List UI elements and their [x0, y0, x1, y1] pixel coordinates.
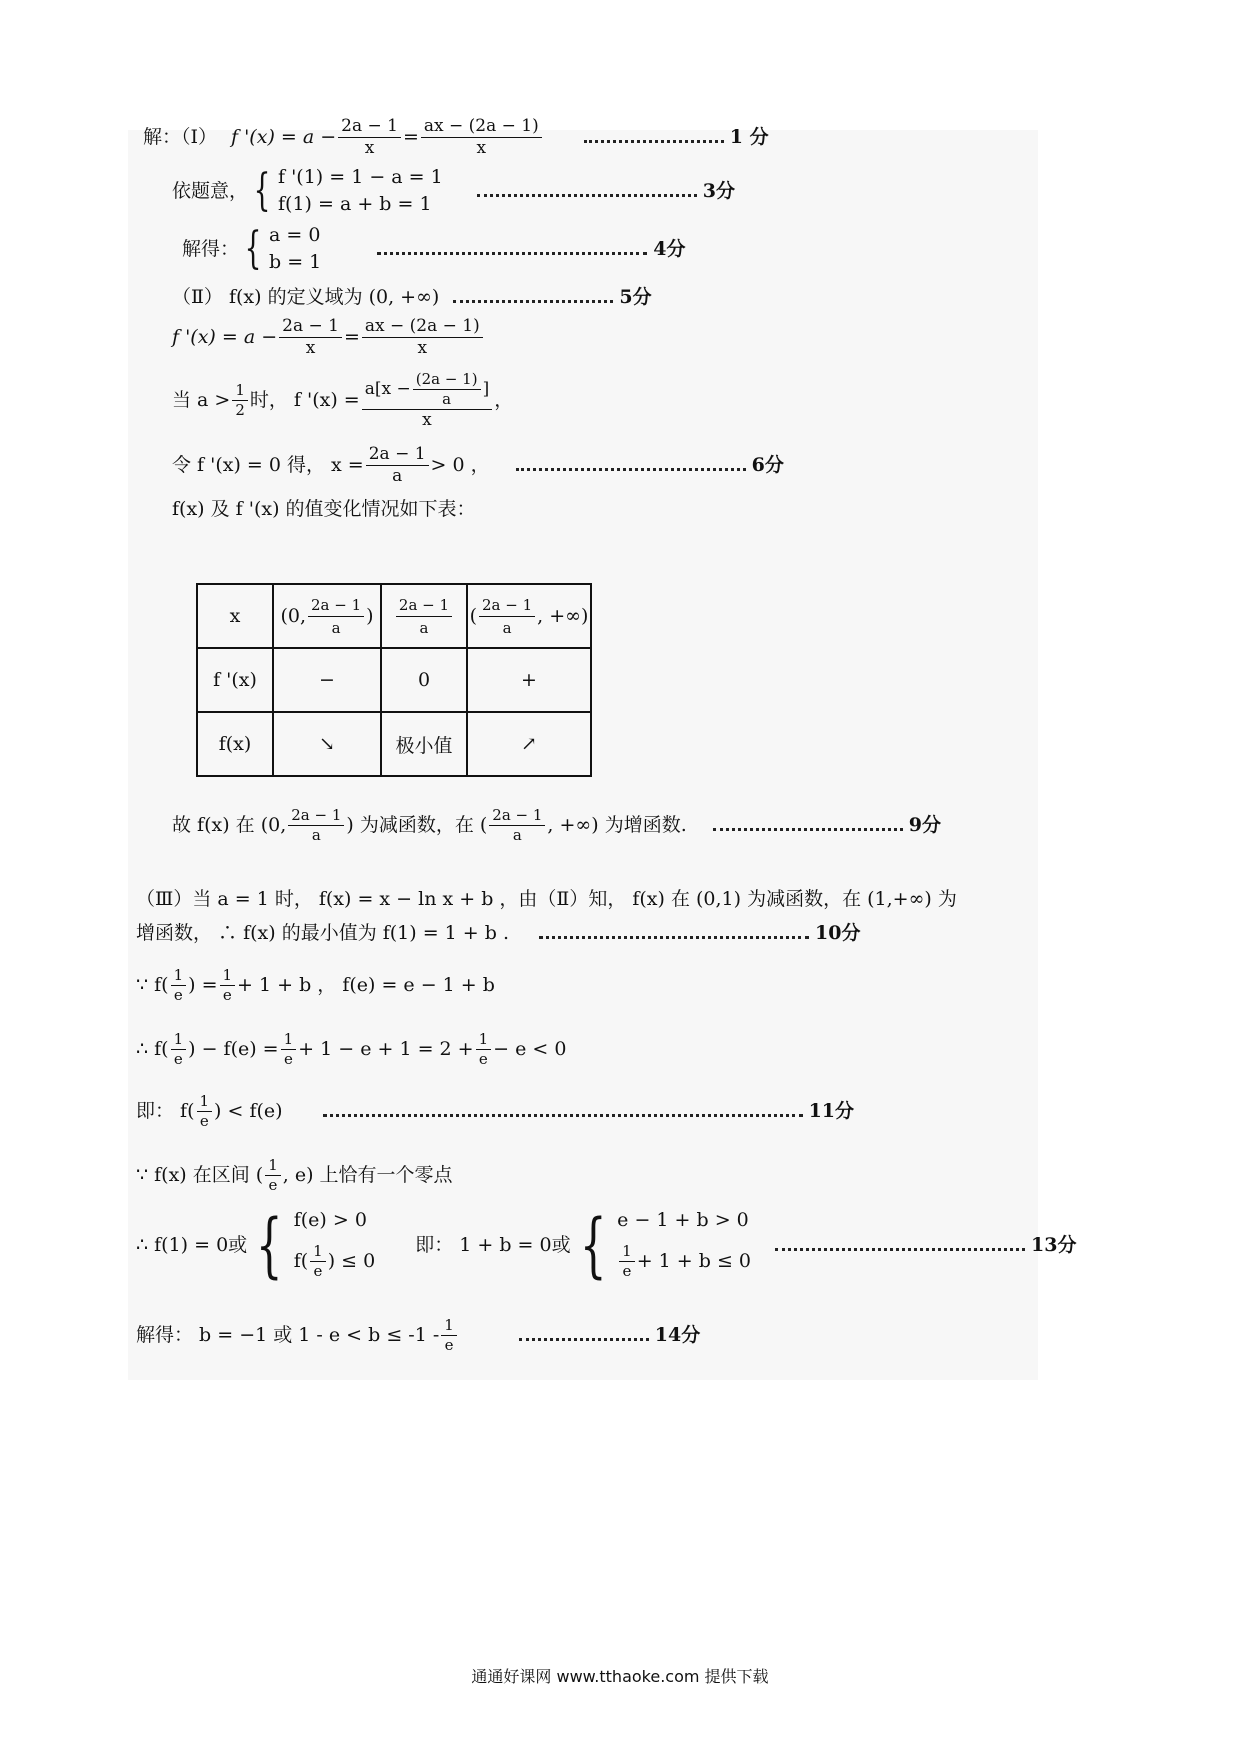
score-13: 13分: [1031, 1233, 1077, 1256]
leader-dots: [584, 140, 724, 143]
solution-a: a = 0: [269, 224, 321, 246]
table-cell: (0, $\frac{2a - 1}{a}$ ): [273, 584, 381, 648]
left-brace: {: [253, 165, 271, 216]
part2-derivative-line: f '(x) = a − $\frac{2a - 1}{x}$ = $\frac{ax - (2a - 1)}{x}$: [172, 318, 485, 357]
fraction-one-over-e: $\frac{1}{e}$: [441, 1318, 457, 1353]
variation-table: [196, 583, 592, 777]
condition-eq-2: f(1) = a + b = 1: [278, 193, 432, 215]
part1-condition-line: [172, 165, 735, 216]
condition-eq-1: f '(1) = 1 − a = 1: [278, 166, 443, 188]
solve-label: 解得：: [182, 237, 240, 260]
leader-dots: [323, 1114, 803, 1117]
leader-dots: [775, 1248, 1025, 1251]
when-text: 当 a >: [172, 389, 231, 411]
table-row: [197, 648, 591, 712]
zero-tail: > 0 ，: [430, 454, 490, 476]
when-text-2: 时， f '(x) =: [249, 389, 360, 411]
fraction: $\frac{2a - 1}{a}$: [288, 808, 344, 843]
table-cell: ( $\frac{2a - 1}{a}$ , +∞): [467, 584, 591, 648]
leader-dots: [377, 252, 647, 255]
part3-final-line: 解得： b = −1 或 1 - e < b ≤ -1 - $\frac{1}{e}$ 14分: [136, 1316, 701, 1354]
part1-intro: 解：（Ⅰ）: [143, 126, 218, 148]
score-10: 10分: [815, 922, 861, 944]
table-cell: 极小值: [381, 712, 467, 776]
score-4: 4分: [653, 237, 686, 260]
domain-text: （Ⅱ） f(x) 的定义域为 (0, +∞): [172, 286, 440, 308]
zero-text: 令 f '(x) = 0 得， x =: [172, 454, 364, 476]
score-5: 5分: [619, 286, 652, 308]
part2-zero-line: [172, 446, 784, 485]
condition-label: 依题意，: [172, 179, 249, 202]
fraction-one-over-e: $\frac{1}{e}$: [171, 968, 187, 1003]
left-brace: {: [579, 1204, 607, 1286]
part3-therefore-line: ∴ f( $\frac{1}{e}$ ) − f(e) = $\frac{1}{e}$ + 1 − e + 1 = 2 + $\frac{1}{e}$ − e < 0: [136, 1030, 567, 1068]
part3-line-1: （Ⅲ）当 a = 1 时， f(x) = x − ln x + b ，由（Ⅱ）知， f(x) 在 (0,1) 为减函数，在 (1,+∞) 为: [136, 888, 957, 910]
table-cell: $\frac{2a - 1}{a}$: [381, 584, 467, 648]
table-header-fprime: f '(x): [197, 648, 273, 712]
score-11: 11分: [808, 1100, 855, 1122]
comma: ，: [494, 389, 514, 411]
part3-line-2: 增函数， ∴ f(x) 的最小值为 f(1) = 1 + b . 10分: [136, 922, 861, 944]
case-system: f(e) > 0 f( $\frac{1}{e}$ ) ≤ 0: [293, 1209, 376, 1280]
fraction: $\frac{ax - (2a - 1)}{x}$: [362, 318, 483, 357]
fraction: $\frac{2a - 1}{x}$: [279, 318, 342, 357]
leader-dots: [713, 828, 903, 831]
leader-dots: [519, 1338, 649, 1341]
solution-system: [269, 226, 321, 272]
fraction-one-over-e: $\frac{1}{e}$: [281, 1032, 297, 1067]
derivative-lhs: f '(x) = a −: [172, 326, 278, 348]
score-6: 6分: [751, 454, 784, 476]
part1-derivative-line: 解：（Ⅰ） f '(x) = a − $\frac{2a - 1}{x}$ = $\frac{ax - (2a - 1)}{x}$ 1 分: [143, 116, 769, 158]
leader-dots: [477, 194, 697, 197]
part3-cases-line: ∴ f(1) = 0或 { f(e) > 0 f( $\frac{1}{e}$ ) ≤ 0 即： 1 + b = 0或 { e − 1 + b > 0 $\frac{1}{e}$ + 1 + b ≤ 0 13分: [136, 1204, 1077, 1286]
part1-solve-line: [182, 223, 686, 274]
table-cell: ↘: [273, 712, 381, 776]
table-header-x: x: [197, 584, 273, 648]
score-3: 3分: [702, 179, 735, 202]
case-system-2: e − 1 + b > 0 $\frac{1}{e}$ + 1 + b ≤ 0: [617, 1209, 751, 1280]
fraction: $\frac{2a - 1}{a}$: [489, 808, 545, 843]
fraction: $\frac{2a - 1}{a}$: [366, 446, 429, 485]
score-1: 1 分: [729, 126, 769, 148]
fraction-one-over-e: $\frac{1}{e}$: [171, 1032, 187, 1067]
footer-credit: 通通好课网 www.tthaoke.com 提供下载: [471, 1667, 769, 1686]
leader-dots: [516, 468, 746, 471]
part2-when-line: [172, 372, 513, 429]
score-9: 9分: [908, 814, 941, 836]
fraction-half: $\frac{1}{2}$: [232, 383, 248, 418]
fraction-one-over-e: $\frac{1}{e}$: [220, 968, 236, 1003]
table-header-f: f(x): [197, 712, 273, 776]
table-row: [197, 584, 591, 648]
part2-domain-line: [172, 288, 652, 307]
part3-because-line: ∵ f( $\frac{1}{e}$ ) = $\frac{1}{e}$ + 1 + b ， f(e) = e − 1 + b: [136, 966, 495, 1004]
table-cell: −: [273, 648, 381, 712]
equation-system: [278, 168, 443, 214]
fraction: $\frac{2a - 1}{x}$: [338, 118, 401, 157]
compound-fraction: a[x − $\frac{(2a - 1)}{a}$ ] x: [362, 372, 493, 429]
table-row: [197, 712, 591, 776]
part3-zero-line: ∵ f(x) 在区间 ( $\frac{1}{e}$ , e) 上恰有一个零点: [136, 1156, 453, 1194]
table-cell: ↗: [467, 712, 591, 776]
left-brace: {: [256, 1204, 283, 1286]
fraction-one-over-e: $\frac{1}{e}$: [265, 1158, 281, 1193]
fraction: $\frac{ax - (2a - 1)}{x}$: [421, 118, 542, 157]
score-14: 14分: [654, 1324, 701, 1346]
part2-conclusion-line: 故 f(x) 在 (0, $\frac{2a - 1}{a}$ ) 为减函数，在 ( $\frac{2a - 1}{a}$ , +∞) 为增函数. 9分: [172, 806, 941, 844]
leader-dots: [453, 300, 613, 303]
table-cell: 0: [381, 648, 467, 712]
derivative-lhs: f '(x) = a −: [231, 126, 337, 148]
table-cell: +: [467, 648, 591, 712]
solution-b: b = 1: [269, 251, 322, 273]
fraction-one-over-e: $\frac{1}{e}$: [197, 1094, 213, 1129]
leader-dots: [539, 936, 809, 939]
table-caption: f(x) 及 f '(x) 的值变化情况如下表：: [172, 498, 476, 520]
left-brace: {: [244, 223, 262, 274]
part3-ie-line: 即： f( $\frac{1}{e}$ ) < f(e) 11分: [136, 1092, 855, 1130]
fraction-one-over-e: $\frac{1}{e}$: [476, 1032, 492, 1067]
